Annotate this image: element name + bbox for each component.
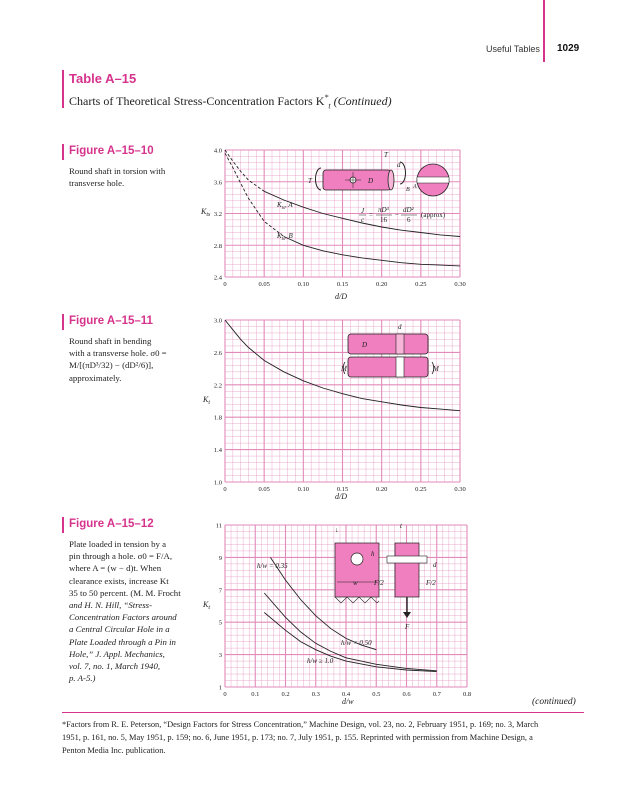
desc-line: vol. 7, no. 1, March 1940, xyxy=(69,661,161,672)
svg-text:D: D xyxy=(368,177,374,185)
label-kts-a: $K_{ts}$, A xyxy=(277,201,293,211)
desc-line: a Central Circular Hole in a xyxy=(69,624,170,635)
footnote-line: *Factors from R. E. Peterson, “Design Factors for Stress Concentration,” Machine Design, vol. 23, no. 2, February 1951, p. 169; no. 3, March xyxy=(62,720,539,729)
svg-text:w: w xyxy=(353,579,358,587)
figure-description xyxy=(69,335,209,384)
header-rule xyxy=(543,0,545,62)
series-line xyxy=(284,237,460,266)
chart-torsion xyxy=(195,140,485,305)
svg-text:6: 6 xyxy=(407,216,411,224)
desc-line: 35 to 50 percent. (M. M. Frocht xyxy=(69,587,181,598)
svg-text:t: t xyxy=(400,522,402,530)
x-tick-label: 0 xyxy=(223,281,227,288)
svg-text:h: h xyxy=(371,550,375,558)
svg-text:d: d xyxy=(397,161,401,169)
series-line xyxy=(264,593,436,671)
y-tick-label: 11 xyxy=(215,522,222,530)
y-axis-label: $K_t$ xyxy=(203,600,211,611)
x-tick-label: 0.1 xyxy=(251,691,260,698)
table-title: Table A–15 xyxy=(69,71,137,86)
svg-text:d: d xyxy=(433,561,437,569)
svg-text:F: F xyxy=(405,623,410,631)
figure-title: Figure A–15–11 xyxy=(69,315,153,327)
figure-description xyxy=(69,165,209,189)
desc-line: Plate loaded in tension by a xyxy=(69,539,166,549)
x-tick-label: 0.25 xyxy=(415,281,427,288)
continued-label: (continued) xyxy=(532,697,576,707)
pin-shape xyxy=(387,556,427,563)
footnote xyxy=(62,718,592,757)
svg-text:F/2: F/2 xyxy=(426,579,436,587)
svg-text:=: = xyxy=(369,211,373,219)
y-tick-label: 7 xyxy=(218,587,222,595)
svg-text:↓: ↓ xyxy=(335,526,339,534)
x-tick-label: 0.30 xyxy=(454,281,466,288)
desc-line: approximately. xyxy=(69,372,122,383)
chart-bending xyxy=(195,310,485,505)
plate-illustration xyxy=(335,522,437,631)
table-subtitle: Charts of Theoretical Stress-Concentration Factors $K^*_t$ (Continued) xyxy=(69,93,392,111)
shaft-shape xyxy=(348,357,428,377)
plate-edge-shape xyxy=(395,543,419,597)
footnote-line: 1951, p. 161, no. 5, May 1951, p. 159; no. 6, June 1951, p. 173; no. 7, July 1951, p. 155. Reprinted with permission from Machine Design, a xyxy=(62,733,533,742)
svg-text:dD²: dD² xyxy=(403,206,414,214)
x-tick-label: 0.30 xyxy=(454,486,466,493)
x-tick-label: 0.6 xyxy=(402,691,411,698)
y-tick-label: 3 xyxy=(218,652,222,660)
svg-text:−: − xyxy=(395,211,399,219)
figure-rule xyxy=(62,144,64,160)
desc-line: where A = (w − d)t. When xyxy=(69,563,162,574)
x-tick-label: 0.5 xyxy=(372,691,381,698)
svg-text:(approx): (approx) xyxy=(421,211,446,219)
table-subtitle-text: Charts of Theoretical Stress-Concentration Factors K xyxy=(69,94,325,108)
x-tick-label: 0.7 xyxy=(432,691,441,698)
x-tick-label: 0.20 xyxy=(375,281,388,288)
label-hw-050: h/w = 0.50 xyxy=(341,639,372,647)
table-title-rule xyxy=(62,70,64,108)
y-tick-label: 1 xyxy=(218,684,222,692)
footnote-rule xyxy=(62,712,584,713)
x-tick-label: 0.05 xyxy=(258,486,270,493)
y-tick-label: 3.6 xyxy=(213,179,222,187)
svg-text:M: M xyxy=(433,365,439,373)
y-tick-label: 1.8 xyxy=(213,414,222,422)
x-tick-label: 0 xyxy=(223,486,227,493)
desc-line: transverse hole. xyxy=(69,178,125,189)
x-tick-label: 0.2 xyxy=(281,691,290,698)
x-tick-label: 0.20 xyxy=(375,486,388,493)
shaft-shape xyxy=(348,334,428,354)
x-tick-label: 0.8 xyxy=(462,691,472,698)
x-tick-label: 0.3 xyxy=(311,691,320,698)
y-tick-label: 9 xyxy=(218,554,222,562)
y-tick-label: 3.0 xyxy=(213,317,222,325)
desc-line: Plate Loaded through a Pin in xyxy=(69,636,176,647)
svg-text:D: D xyxy=(362,341,368,349)
x-tick-label: 0.05 xyxy=(258,281,270,288)
page-number: 1029 xyxy=(557,43,580,54)
svg-text:T: T xyxy=(308,177,312,185)
x-axis-label: d/D xyxy=(335,492,347,501)
x-axis-label: d/D xyxy=(335,292,347,301)
footnote-line: Penton Media Inc. publication. xyxy=(62,746,166,755)
svg-text:F/2: F/2 xyxy=(374,579,384,587)
x-tick-label: 0.10 xyxy=(297,281,310,288)
hole-icon xyxy=(351,553,363,565)
table-subtitle-suffix: (Continued) xyxy=(333,94,392,108)
desc-line: Round shaft in torsion with xyxy=(69,166,166,176)
y-axis-label: $K_{ts}$ xyxy=(201,207,211,218)
desc-line: clearance exists, increase Kt xyxy=(69,575,169,586)
shaft-bending-illustration xyxy=(340,323,440,377)
desc-line: Concentration Factors around xyxy=(69,612,177,623)
figure-rule xyxy=(62,314,64,330)
y-tick-label: 1.4 xyxy=(213,447,222,455)
x-axis-label: d/w xyxy=(342,697,354,706)
x-tick-label: 0.10 xyxy=(297,486,310,493)
series-line-dashed xyxy=(225,153,284,236)
figure-description xyxy=(69,538,214,684)
x-tick-label: 0.25 xyxy=(415,486,427,493)
svg-text:c: c xyxy=(361,216,365,224)
torque-arrow-icon xyxy=(316,168,322,190)
x-tick-label: 0.4 xyxy=(341,691,351,698)
svg-text:B: B xyxy=(406,187,410,193)
y-tick-label: 2.8 xyxy=(213,242,222,250)
svg-text:T: T xyxy=(384,151,388,159)
desc-line: Hole,” J. Appl. Mechanics, xyxy=(69,648,165,659)
x-tick-label: 0.15 xyxy=(336,486,349,493)
label-hw-035: h/w = 0.35 xyxy=(257,562,288,570)
desc-line: M/[(πD³/32) − (dD²/6)], xyxy=(69,360,154,371)
x-tick-label: 0.15 xyxy=(336,281,349,288)
figure-rule xyxy=(62,517,64,533)
y-tick-label: 5 xyxy=(218,619,222,627)
svg-text:A: A xyxy=(413,184,417,190)
desc-line: with a transverse hole. σ0 = xyxy=(69,348,167,359)
y-tick-label: 1.0 xyxy=(213,479,222,487)
figure-title: Figure A–15–12 xyxy=(69,518,154,530)
label-kts-b: $K_{ts}$, B xyxy=(277,232,293,242)
running-title: Useful Tables xyxy=(486,44,540,54)
svg-text:M: M xyxy=(341,365,347,373)
y-tick-label: 4.0 xyxy=(213,147,222,155)
svg-text:J: J xyxy=(361,207,365,215)
y-tick-label: 2.6 xyxy=(213,349,222,357)
y-tick-label: 2.4 xyxy=(213,274,222,282)
desc-line: Round shaft in bending xyxy=(69,336,152,346)
torque-arrow-icon xyxy=(400,162,406,184)
y-tick-label: 2.2 xyxy=(213,382,222,390)
desc-line: and H. N. Hill, “Stress- xyxy=(69,600,153,611)
svg-text:16: 16 xyxy=(380,216,387,224)
figure-title: Figure A–15–10 xyxy=(69,145,154,157)
svg-text:d: d xyxy=(398,323,402,331)
chart-plate-pin xyxy=(195,515,485,710)
desc-line: p. A-5.) xyxy=(69,673,96,684)
desc-line: pin through a hole. σ0 = F/A, xyxy=(69,551,173,562)
y-axis-label: $K_t$ xyxy=(203,395,211,406)
y-tick-label: 3.2 xyxy=(213,211,222,218)
svg-text:πD³: πD³ xyxy=(378,206,389,214)
x-tick-label: 0 xyxy=(223,691,227,698)
label-hw-10: h/w ≥ 1.0 xyxy=(307,657,334,665)
